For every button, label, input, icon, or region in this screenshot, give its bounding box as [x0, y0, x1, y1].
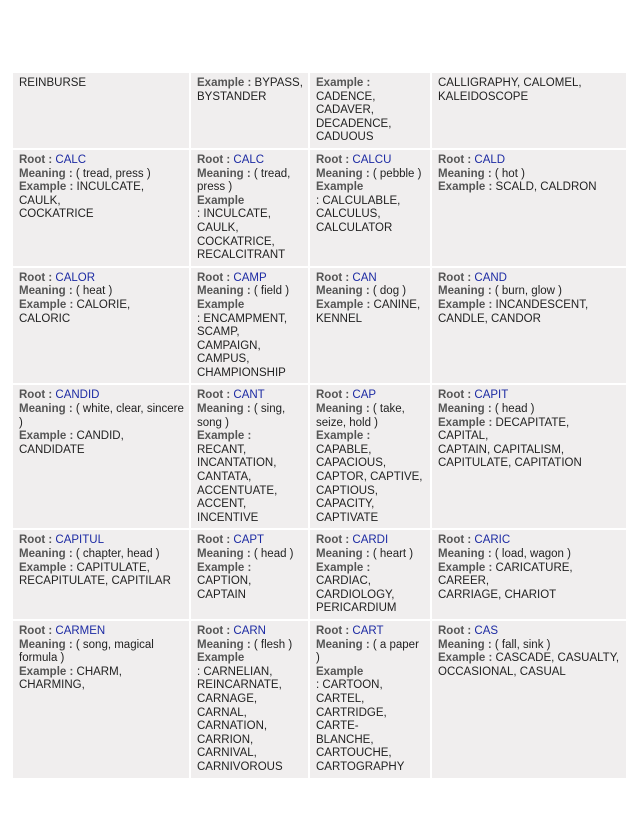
meaning-value: ( head ) [494, 403, 535, 416]
example-value: CANTATA, [197, 471, 252, 484]
meaning-label: Meaning : [438, 638, 495, 651]
table-row [12, 72, 627, 149]
example-line [19, 575, 184, 589]
example-value: CANDIDATE [19, 443, 85, 456]
cell-text: CALLIGRAPHY, CALOMEL, [438, 77, 582, 89]
example-line [438, 313, 621, 327]
example-line [316, 512, 425, 526]
meaning-line [19, 652, 184, 666]
meaning-label: Meaning : [197, 285, 254, 298]
meaning-value: ( load, wagon ) [494, 548, 571, 560]
example-label: Example : [316, 430, 371, 443]
example-line [316, 602, 425, 616]
meaning-value: ( flesh ) [253, 638, 293, 651]
meaning-value: formula ) [19, 652, 65, 665]
example-label: Example : [19, 430, 77, 443]
table-row [12, 384, 627, 529]
meaning-label: Meaning : [197, 638, 254, 651]
meaning-value: ( dog ) [372, 285, 407, 298]
example-label: Example : [438, 652, 496, 665]
root-line [197, 625, 303, 639]
root-value: CALC [55, 153, 87, 166]
example-value: OCCASIONAL, CASUAL [438, 665, 566, 678]
example-line [19, 208, 184, 222]
meaning-label: Meaning : [19, 403, 76, 416]
root-words-table [11, 71, 628, 780]
example-value: CAPITULATE, CAPITATION [438, 457, 582, 470]
meaning-value: ( sing, [253, 403, 286, 416]
example-line [19, 666, 184, 693]
root-label: Root : [438, 624, 475, 637]
example-value: CAULK, [197, 221, 239, 234]
example-label: Example : [197, 430, 252, 443]
meaning-label: Meaning : [316, 548, 373, 560]
meaning-line [19, 285, 184, 299]
example-value: ACCENT, INCENTIVE [197, 498, 259, 524]
example-label: Example : [316, 561, 371, 574]
example-value: BLANCHE, [316, 733, 374, 746]
example-line [316, 430, 425, 457]
example-label: Example : [19, 665, 77, 678]
meaning-line [19, 168, 184, 182]
table-cell [12, 529, 190, 620]
meaning-line [197, 168, 303, 182]
meaning-value: ( field ) [253, 285, 290, 298]
example-value: CHARM, CHARMING, [19, 665, 122, 692]
meaning-label: Meaning : [197, 548, 254, 560]
meaning-value: ( white, clear, sincere [75, 403, 184, 416]
table-body [12, 72, 627, 779]
example-value: REINCARNATE, [197, 679, 282, 692]
example-value: CAPTAIN [197, 588, 246, 601]
table-cell [431, 620, 627, 779]
example-line [438, 652, 621, 666]
meaning-line [197, 639, 303, 653]
table-cell [309, 620, 431, 779]
root-label: Root : [438, 153, 475, 166]
root-value: CALC [233, 153, 265, 166]
example-line [19, 444, 184, 458]
example-line [19, 430, 184, 444]
root-line [19, 272, 184, 286]
meaning-label: Meaning : [316, 638, 373, 651]
example-value: CAPACITY, [316, 498, 375, 511]
example-value: CADENCE, [316, 90, 376, 103]
meaning-label: Meaning : [438, 285, 495, 298]
example-label: Example [316, 181, 364, 194]
table-cell [190, 384, 309, 529]
example-value: CARTOGRAPHY [316, 760, 405, 773]
example-line [19, 562, 184, 576]
example-line [438, 444, 621, 458]
meaning-label: Meaning : [197, 403, 254, 416]
example-line [316, 471, 425, 485]
meaning-value: ) [19, 416, 23, 429]
meaning-value: press ) [197, 181, 233, 194]
meaning-value: ( chapter, head ) [75, 548, 160, 560]
table-cell [309, 149, 431, 267]
example-value: CANDLE, CANDOR [438, 312, 541, 325]
root-line [197, 534, 303, 548]
meaning-label: Meaning : [19, 638, 76, 651]
table-row [12, 267, 627, 385]
example-value: COCKATRICE [19, 208, 94, 221]
table-cell [12, 267, 190, 385]
example-line [19, 181, 184, 208]
meaning-value: seize, hold ) [316, 416, 379, 429]
example-value: CARDIAC, [316, 575, 371, 588]
example-value: CADUOUS [316, 131, 374, 144]
example-line [316, 313, 425, 327]
example-value: INCANTATION, [197, 457, 277, 470]
root-label: Root : [197, 389, 234, 402]
meaning-value: ( take, [372, 403, 405, 416]
meaning-value: song ) [197, 416, 229, 429]
example-value: COCKATRICE, [197, 235, 275, 248]
root-value: CAP [352, 389, 377, 402]
example-value: CAPTOR, CAPTIVE, [316, 471, 423, 484]
meaning-value: ( heart ) [372, 548, 414, 560]
meaning-label: Meaning : [438, 403, 495, 416]
example-value: DECADENCE, [316, 117, 392, 130]
table-cell [12, 620, 190, 779]
example-line [197, 457, 303, 471]
meaning-value: ( head ) [253, 548, 294, 560]
example-value: CARDIOLOGY, [316, 588, 395, 601]
example-line [316, 118, 425, 132]
root-label: Root : [19, 624, 56, 637]
example-line [316, 457, 425, 471]
root-value: CAPIT [474, 389, 509, 402]
meaning-value: ( hot ) [494, 167, 525, 180]
example-value: CARTOUCHE, [316, 747, 392, 760]
table-cell [309, 72, 431, 149]
example-line [197, 430, 303, 457]
example-value: PERICARDIUM [316, 602, 397, 615]
root-value: CALCU [352, 153, 392, 166]
example-value: CAPTAIN, CAPITALISM, [438, 443, 565, 456]
example-value: : CARTOON, CARTEL, [316, 679, 383, 705]
root-line [438, 272, 621, 286]
root-label: Root : [197, 153, 234, 166]
example-value: CAPTION, [197, 575, 252, 588]
table-cell [12, 384, 190, 529]
root-label: Root : [438, 271, 475, 284]
table-cell [309, 384, 431, 529]
example-line [438, 457, 621, 471]
example-value: CASCADE, CASUALTY, [495, 652, 620, 665]
example-value: DECAPITATE, CAPITAL, [438, 416, 570, 443]
example-value: SCAMP, CAMPAIGN, [197, 326, 261, 352]
root-line [316, 154, 425, 168]
table-cell [190, 149, 309, 267]
example-line [316, 131, 425, 145]
table-cell [431, 72, 627, 149]
example-label: Example [197, 194, 245, 207]
meaning-label: Meaning : [19, 167, 76, 180]
meaning-line [197, 181, 303, 195]
example-line [316, 589, 425, 603]
example-line [438, 666, 621, 680]
meaning-line [316, 417, 425, 431]
root-label: Root : [197, 271, 234, 284]
root-line [438, 625, 621, 639]
meaning-line [316, 639, 425, 653]
meaning-label: Meaning : [19, 285, 76, 298]
example-label: Example : [438, 416, 496, 429]
root-value: CALOR [55, 271, 96, 284]
meaning-line [438, 548, 621, 562]
example-label: Example : [197, 77, 255, 89]
example-line [438, 299, 621, 313]
meaning-label: Meaning : [316, 285, 373, 298]
meaning-label: Meaning : [438, 167, 495, 180]
meaning-line [197, 285, 303, 299]
root-label: Root : [19, 389, 56, 402]
example-value: CARNATION, [197, 720, 268, 733]
example-value: : CARNELIAN, [197, 665, 273, 678]
example-label: Example : [438, 181, 496, 194]
meaning-line [19, 403, 184, 417]
root-value: CANDID [55, 389, 100, 402]
example-line [316, 299, 425, 313]
root-line [19, 389, 184, 403]
example-line [438, 589, 621, 603]
meaning-line [19, 548, 184, 562]
example-line [316, 562, 425, 589]
example-value: CALCULATOR [316, 221, 393, 234]
example-value: : CALCULABLE, [316, 194, 401, 207]
example-value: INCULCATE, CAULK, [19, 181, 145, 207]
cell-text: KALEIDOSCOPE [438, 90, 529, 103]
example-label: Example : [19, 561, 77, 574]
root-value: CALD [474, 153, 506, 166]
example-label: Example : [438, 561, 496, 574]
meaning-line [316, 403, 425, 417]
meaning-value: ( tread, press ) [75, 167, 151, 180]
example-line [438, 417, 621, 444]
example-label: Example [316, 665, 364, 678]
root-value: CAPITUL [55, 534, 104, 547]
root-value: CARN [233, 624, 266, 637]
meaning-label: Meaning : [19, 548, 76, 560]
table-cell [431, 267, 627, 385]
table-cell [431, 529, 627, 620]
example-value: CALCULUS, [316, 208, 381, 221]
root-value: CARMEN [55, 624, 106, 637]
meaning-line [197, 548, 303, 562]
meaning-line [438, 639, 621, 653]
example-value: CANDID, [76, 430, 124, 443]
example-value: SCALD, CALDRON [495, 181, 597, 194]
meaning-label: Meaning : [438, 548, 495, 560]
example-value: CARICATURE, CAREER, [438, 561, 573, 588]
meaning-line [316, 548, 425, 562]
example-value: : ENCAMPMENT, [197, 312, 288, 325]
meaning-line [19, 417, 184, 431]
meaning-value: ) [316, 652, 320, 665]
example-value: KENNEL [316, 312, 363, 325]
meaning-line [438, 285, 621, 299]
table-cell [190, 267, 309, 385]
root-value: CAN [352, 271, 377, 284]
meaning-label: Meaning : [197, 167, 254, 180]
example-value: CARNIVAL, [197, 747, 257, 760]
meaning-value: ( tread, [253, 167, 291, 180]
meaning-line [438, 168, 621, 182]
root-value: CART [352, 624, 384, 637]
table-row [12, 149, 627, 267]
example-label: Example : [197, 561, 252, 574]
root-value: CARDI [352, 534, 389, 547]
example-label: Example : [316, 77, 371, 89]
root-label: Root : [438, 389, 475, 402]
root-line [197, 272, 303, 286]
table-cell [431, 384, 627, 529]
example-value: ACCENTUATE, [197, 484, 278, 497]
root-line [197, 154, 303, 168]
example-value: CAPABLE, [316, 443, 372, 456]
example-label: Example : [19, 298, 77, 311]
table-cell [190, 72, 309, 149]
root-value: CARIC [474, 534, 511, 547]
meaning-value: ( a paper [372, 638, 419, 651]
meaning-line [316, 652, 425, 666]
example-value: BYPASS, [254, 77, 303, 89]
root-value: CAPT [233, 534, 265, 547]
root-label: Root : [19, 153, 56, 166]
example-value: RECANT, [197, 443, 247, 456]
meaning-line [197, 417, 303, 431]
example-label: Example : [19, 181, 77, 194]
root-label: Root : [316, 389, 353, 402]
example-value: CAPITULATE, [76, 561, 150, 574]
example-value: CAPTIOUS, [316, 484, 378, 497]
cell-text: REINBURSE [19, 77, 87, 89]
root-value: CAND [474, 271, 507, 284]
example-value: INCANDESCENT, [495, 298, 589, 311]
example-line [197, 562, 303, 589]
meaning-line [197, 403, 303, 417]
example-value: RECALCITRANT [197, 249, 286, 262]
root-value: CANT [233, 389, 265, 402]
meaning-value: ( pebble ) [372, 167, 422, 180]
meaning-value: ( heat ) [75, 285, 113, 298]
meaning-line [438, 403, 621, 417]
root-label: Root : [438, 534, 475, 547]
example-label: Example : [316, 298, 374, 311]
example-line [438, 181, 621, 195]
table-cell [309, 267, 431, 385]
example-line [197, 589, 303, 603]
meaning-label: Meaning : [316, 403, 373, 416]
root-label: Root : [19, 271, 56, 284]
root-line [438, 534, 621, 548]
example-line [197, 471, 303, 485]
meaning-line [19, 639, 184, 653]
root-label: Root : [197, 624, 234, 637]
table-cell [12, 149, 190, 267]
root-line [316, 534, 425, 548]
example-line [197, 485, 303, 499]
example-value: CARNAGE, CARNAL, [197, 692, 258, 719]
example-value: CARRION, [197, 733, 254, 746]
root-label: Root : [316, 271, 353, 284]
example-value: CALORIE, CALORIC [19, 298, 131, 325]
root-line [316, 389, 425, 403]
example-line [316, 498, 425, 512]
example-value: CAMPUS, [197, 353, 250, 366]
example-line [316, 104, 425, 118]
meaning-value: ( burn, glow ) [494, 285, 562, 298]
root-label: Root : [19, 534, 56, 547]
root-line [19, 625, 184, 639]
meaning-line [316, 168, 425, 182]
example-value: CANINE, [373, 298, 421, 311]
table-cell [190, 620, 309, 779]
example-value: BYSTANDER [197, 90, 267, 103]
example-line [197, 91, 303, 105]
example-line [316, 77, 425, 104]
table-cell [12, 72, 190, 149]
table-row [12, 620, 627, 779]
example-value: CARTRIDGE, CARTE- [316, 706, 387, 733]
table-cell [309, 529, 431, 620]
table-cell [431, 149, 627, 267]
root-label: Root : [316, 153, 353, 166]
root-label: Root : [316, 624, 353, 637]
example-label: Example [197, 652, 245, 665]
root-line [197, 389, 303, 403]
root-line [438, 154, 621, 168]
example-line [316, 485, 425, 499]
table-cell [190, 529, 309, 620]
example-value: CADAVER, [316, 104, 374, 117]
root-value: CAS [474, 624, 499, 637]
table-row [12, 529, 627, 620]
meaning-value: ( song, magical [75, 638, 154, 651]
root-label: Root : [197, 534, 234, 547]
example-line [19, 299, 184, 326]
root-line [316, 272, 425, 286]
example-value: : INCULCATE, [197, 208, 271, 221]
example-line [197, 77, 303, 91]
meaning-value: ( fall, sink ) [494, 638, 551, 651]
meaning-line [316, 285, 425, 299]
example-value: CHAMPIONSHIP [197, 366, 286, 379]
root-label: Root : [316, 534, 353, 547]
meaning-label: Meaning : [316, 167, 373, 180]
example-line [438, 562, 621, 589]
root-line [19, 534, 184, 548]
root-line [19, 154, 184, 168]
root-value: CAMP [233, 271, 267, 284]
example-value: RECAPITULATE, CAPITILAR [19, 575, 171, 588]
root-line [438, 389, 621, 403]
root-line [316, 625, 425, 639]
example-label: Example : [438, 298, 496, 311]
example-value: CAPTIVATE [316, 511, 379, 524]
example-line [197, 498, 303, 525]
example-label: Example [197, 298, 245, 311]
example-value: CARNIVOROUS [197, 760, 283, 773]
example-value: CAPACIOUS, [316, 457, 387, 470]
example-value: CARRIAGE, CHARIOT [438, 588, 557, 601]
